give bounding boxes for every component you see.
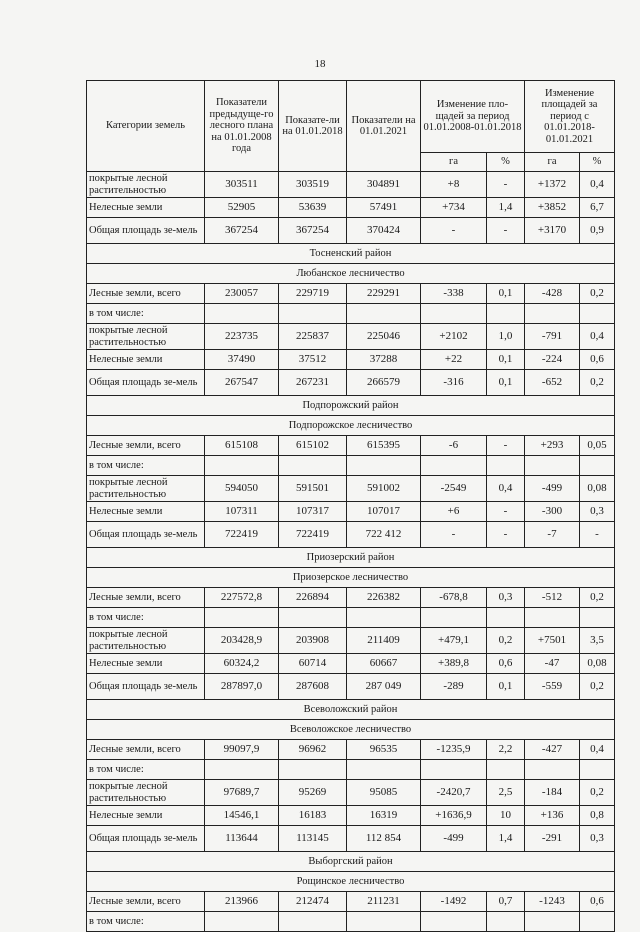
row-value: 0,2 — [580, 284, 615, 304]
row-value — [279, 304, 347, 324]
row-value — [205, 608, 279, 628]
row-category: в том числе: — [87, 760, 205, 780]
row-value: -291 — [525, 826, 580, 852]
row-value: +479,1 — [421, 628, 487, 654]
row-value: 229291 — [347, 284, 421, 304]
row-value: +7501 — [525, 628, 580, 654]
row-value: 225837 — [279, 324, 347, 350]
row-value: 304891 — [347, 172, 421, 198]
row-value: 230057 — [205, 284, 279, 304]
row-category: Общая площадь зе-мель — [87, 218, 205, 244]
table-row — [87, 588, 615, 608]
section-row — [87, 872, 615, 892]
row-category: покрытые лесной растительностью — [87, 324, 205, 350]
row-value: 227572,8 — [205, 588, 279, 608]
table-row — [87, 456, 615, 476]
row-value: 0,6 — [487, 654, 525, 674]
row-value: 113644 — [205, 826, 279, 852]
header-row — [87, 81, 615, 153]
row-value: 107311 — [205, 502, 279, 522]
row-value — [421, 456, 487, 476]
row-value: 16183 — [279, 806, 347, 826]
table-row — [87, 912, 615, 932]
row-category: Нелесные земли — [87, 806, 205, 826]
row-value: 60667 — [347, 654, 421, 674]
row-value — [421, 608, 487, 628]
row-value: +3852 — [525, 198, 580, 218]
table-row — [87, 780, 615, 806]
row-value — [421, 760, 487, 780]
header-unit-pct: % — [580, 153, 615, 172]
row-value — [525, 456, 580, 476]
row-value: -2549 — [421, 476, 487, 502]
section-title: Подпорожский район — [87, 396, 615, 416]
row-value — [279, 456, 347, 476]
row-value: - — [487, 502, 525, 522]
row-value: 594050 — [205, 476, 279, 502]
header-unit-ha: га — [421, 153, 487, 172]
row-value — [205, 456, 279, 476]
row-value: 267231 — [279, 370, 347, 396]
header-on-2021: Показатели на 01.01.2021 — [347, 81, 421, 172]
row-value: +389,8 — [421, 654, 487, 674]
row-value: 266579 — [347, 370, 421, 396]
row-value: 0,8 — [580, 806, 615, 826]
table-row — [87, 522, 615, 548]
row-category: покрытые лесной растительностью — [87, 476, 205, 502]
row-value: 226382 — [347, 588, 421, 608]
row-value — [487, 912, 525, 932]
row-value: 213966 — [205, 892, 279, 912]
row-value — [525, 912, 580, 932]
row-value: +2102 — [421, 324, 487, 350]
section-row — [87, 852, 615, 872]
table-body — [87, 172, 615, 932]
row-category: в том числе: — [87, 608, 205, 628]
header-change-2018-2021: Изменение площадей за период с 01.01.2018-01.01.2021 — [525, 81, 615, 153]
row-value: -184 — [525, 780, 580, 806]
row-value: 0,2 — [580, 370, 615, 396]
row-value — [580, 912, 615, 932]
row-value — [279, 760, 347, 780]
row-value: -6 — [421, 436, 487, 456]
section-row — [87, 720, 615, 740]
row-value: 0,3 — [580, 826, 615, 852]
table-row — [87, 654, 615, 674]
row-value: 60324,2 — [205, 654, 279, 674]
row-value — [205, 760, 279, 780]
header-change-2008-2018: Изменение пло-щадей за период 01.01.2008-01.01.2018 — [421, 81, 525, 153]
section-row — [87, 244, 615, 264]
row-value: 2,2 — [487, 740, 525, 760]
row-value: -7 — [525, 522, 580, 548]
row-value: -499 — [421, 826, 487, 852]
header-unit-ha: га — [525, 153, 580, 172]
section-row — [87, 264, 615, 284]
section-row — [87, 416, 615, 436]
row-value — [421, 912, 487, 932]
row-value: +8 — [421, 172, 487, 198]
section-title: Всеволожское лесничество — [87, 720, 615, 740]
row-value: 37490 — [205, 350, 279, 370]
row-value — [205, 304, 279, 324]
row-value: -2420,7 — [421, 780, 487, 806]
row-value: 203428,9 — [205, 628, 279, 654]
row-value: -652 — [525, 370, 580, 396]
row-value: 16319 — [347, 806, 421, 826]
row-value — [487, 304, 525, 324]
table-row — [87, 476, 615, 502]
row-value: 96962 — [279, 740, 347, 760]
table-row — [87, 740, 615, 760]
section-row — [87, 568, 615, 588]
row-value: 107317 — [279, 502, 347, 522]
table-row — [87, 628, 615, 654]
row-value: 53639 — [279, 198, 347, 218]
row-value — [487, 760, 525, 780]
row-value: 0,08 — [580, 476, 615, 502]
row-category: Лесные земли, всего — [87, 436, 205, 456]
row-value: 113145 — [279, 826, 347, 852]
row-value: +1372 — [525, 172, 580, 198]
row-value — [347, 456, 421, 476]
row-value: 615108 — [205, 436, 279, 456]
row-value: 226894 — [279, 588, 347, 608]
row-value: - — [421, 522, 487, 548]
row-category: Нелесные земли — [87, 502, 205, 522]
row-value: 0,4 — [487, 476, 525, 502]
row-value: 3,5 — [580, 628, 615, 654]
row-value: +3170 — [525, 218, 580, 244]
row-value: 303519 — [279, 172, 347, 198]
section-title: Любанское лесничество — [87, 264, 615, 284]
row-value — [525, 760, 580, 780]
row-value: 1,0 — [487, 324, 525, 350]
row-category: Нелесные земли — [87, 654, 205, 674]
row-category: покрытые лесной растительностью — [87, 628, 205, 654]
row-value: 0,1 — [487, 350, 525, 370]
row-value: - — [487, 172, 525, 198]
row-value — [487, 456, 525, 476]
row-category: Общая площадь зе-мель — [87, 522, 205, 548]
row-value: 0,1 — [487, 284, 525, 304]
row-value: 370424 — [347, 218, 421, 244]
header-on-2018: Показате-ли на 01.01.2018 — [279, 81, 347, 172]
table-row — [87, 608, 615, 628]
row-value: 303511 — [205, 172, 279, 198]
row-value: 0,08 — [580, 654, 615, 674]
row-category: Нелесные земли — [87, 198, 205, 218]
table-header — [87, 81, 615, 172]
row-value: 225046 — [347, 324, 421, 350]
section-title: Тосненский район — [87, 244, 615, 264]
row-category: покрытые лесной растительностью — [87, 780, 205, 806]
row-value: 57491 — [347, 198, 421, 218]
page-number: 18 — [314, 58, 326, 70]
row-value — [487, 608, 525, 628]
row-value: 37288 — [347, 350, 421, 370]
row-category: покрытые лесной растительностью — [87, 172, 205, 198]
row-value: 0,6 — [580, 892, 615, 912]
row-value: 722419 — [205, 522, 279, 548]
row-value: 0,1 — [487, 370, 525, 396]
row-value: 0,05 — [580, 436, 615, 456]
row-value — [580, 608, 615, 628]
row-value — [421, 304, 487, 324]
row-value — [525, 304, 580, 324]
row-value: 0,2 — [580, 780, 615, 806]
row-value: 0,3 — [580, 502, 615, 522]
row-value: -289 — [421, 674, 487, 700]
row-value: +734 — [421, 198, 487, 218]
table-row — [87, 304, 615, 324]
row-value: -678,8 — [421, 588, 487, 608]
table-row — [87, 892, 615, 912]
row-value — [347, 608, 421, 628]
row-value: 60714 — [279, 654, 347, 674]
row-value: 0,3 — [487, 588, 525, 608]
row-value: 211409 — [347, 628, 421, 654]
table-row — [87, 436, 615, 456]
row-value: 367254 — [279, 218, 347, 244]
row-value: 6,7 — [580, 198, 615, 218]
row-value: -559 — [525, 674, 580, 700]
row-value: 229719 — [279, 284, 347, 304]
row-value: 14546,1 — [205, 806, 279, 826]
row-value: 211231 — [347, 892, 421, 912]
row-value: 0,2 — [580, 588, 615, 608]
table-row — [87, 284, 615, 304]
row-value: -512 — [525, 588, 580, 608]
row-value: 95085 — [347, 780, 421, 806]
row-value: 203908 — [279, 628, 347, 654]
row-value: -427 — [525, 740, 580, 760]
row-value: +22 — [421, 350, 487, 370]
row-value — [580, 456, 615, 476]
row-value — [525, 608, 580, 628]
section-title: Приозерский район — [87, 548, 615, 568]
row-value: -1492 — [421, 892, 487, 912]
row-value: - — [487, 522, 525, 548]
row-value: 722 412 — [347, 522, 421, 548]
row-value: 96535 — [347, 740, 421, 760]
table-row — [87, 324, 615, 350]
row-value: 615395 — [347, 436, 421, 456]
row-value: 0,4 — [580, 740, 615, 760]
row-value: 2,5 — [487, 780, 525, 806]
row-value: 287 049 — [347, 674, 421, 700]
row-category: Общая площадь зе-мель — [87, 826, 205, 852]
row-value: -338 — [421, 284, 487, 304]
row-value: 0,9 — [580, 218, 615, 244]
header-unit-pct: % — [487, 153, 525, 172]
row-value: -316 — [421, 370, 487, 396]
section-title: Подпорожское лесничество — [87, 416, 615, 436]
row-value: 0,6 — [580, 350, 615, 370]
land-categories-table — [86, 80, 615, 932]
row-category: в том числе: — [87, 456, 205, 476]
row-category: Лесные земли, всего — [87, 588, 205, 608]
row-value — [347, 912, 421, 932]
row-value: 0,4 — [580, 172, 615, 198]
row-value: 0,2 — [580, 674, 615, 700]
table-row — [87, 760, 615, 780]
row-value: +1636,9 — [421, 806, 487, 826]
row-value: 591501 — [279, 476, 347, 502]
row-value: -47 — [525, 654, 580, 674]
row-value: 212474 — [279, 892, 347, 912]
row-value: 99097,9 — [205, 740, 279, 760]
section-title: Выборгский район — [87, 852, 615, 872]
header-prev-plan: Показатели предыдуще-го лесного плана на 01.01.2008 года — [205, 81, 279, 172]
row-value: 52905 — [205, 198, 279, 218]
row-value: -428 — [525, 284, 580, 304]
row-value: 1,4 — [487, 826, 525, 852]
section-title: Рощинское лесничество — [87, 872, 615, 892]
row-value: - — [580, 522, 615, 548]
row-value: -499 — [525, 476, 580, 502]
row-value: 107017 — [347, 502, 421, 522]
section-title: Приозерское лесничество — [87, 568, 615, 588]
row-category: Лесные земли, всего — [87, 740, 205, 760]
row-value: -791 — [525, 324, 580, 350]
row-value: 267547 — [205, 370, 279, 396]
section-row — [87, 700, 615, 720]
row-value — [347, 304, 421, 324]
row-value: 591002 — [347, 476, 421, 502]
row-value: 223735 — [205, 324, 279, 350]
row-category: Общая площадь зе-мель — [87, 674, 205, 700]
row-category: Лесные земли, всего — [87, 892, 205, 912]
row-value: 10 — [487, 806, 525, 826]
row-value: 97689,7 — [205, 780, 279, 806]
row-value: 0,7 — [487, 892, 525, 912]
table-row — [87, 172, 615, 198]
row-value: 367254 — [205, 218, 279, 244]
table-row — [87, 806, 615, 826]
row-value: +293 — [525, 436, 580, 456]
section-row — [87, 548, 615, 568]
table-row — [87, 370, 615, 396]
row-value: 0,2 — [487, 628, 525, 654]
row-value — [279, 912, 347, 932]
row-value: 287608 — [279, 674, 347, 700]
table-row — [87, 674, 615, 700]
row-value: 615102 — [279, 436, 347, 456]
section-row — [87, 396, 615, 416]
row-value — [279, 608, 347, 628]
row-value: +136 — [525, 806, 580, 826]
row-value: -300 — [525, 502, 580, 522]
row-value: -1243 — [525, 892, 580, 912]
row-value: -1235,9 — [421, 740, 487, 760]
row-value: 0,4 — [580, 324, 615, 350]
section-title: Всеволожский район — [87, 700, 615, 720]
row-value: 95269 — [279, 780, 347, 806]
row-value — [580, 760, 615, 780]
header-category: Категории земель — [87, 81, 205, 172]
row-value: 722419 — [279, 522, 347, 548]
row-value: 112 854 — [347, 826, 421, 852]
table-row — [87, 198, 615, 218]
row-value: - — [487, 436, 525, 456]
row-value: 287897,0 — [205, 674, 279, 700]
row-value — [580, 304, 615, 324]
row-value: 0,1 — [487, 674, 525, 700]
row-value: 37512 — [279, 350, 347, 370]
row-value: - — [487, 218, 525, 244]
row-value — [205, 912, 279, 932]
row-category: Нелесные земли — [87, 350, 205, 370]
row-category: Лесные земли, всего — [87, 284, 205, 304]
row-category: Общая площадь зе-мель — [87, 370, 205, 396]
row-value: -224 — [525, 350, 580, 370]
row-value — [347, 760, 421, 780]
table-row — [87, 826, 615, 852]
row-value: +6 — [421, 502, 487, 522]
row-value: - — [421, 218, 487, 244]
table-row — [87, 218, 615, 244]
row-category: в том числе: — [87, 912, 205, 932]
table-row — [87, 350, 615, 370]
row-value: 1,4 — [487, 198, 525, 218]
row-category: в том числе: — [87, 304, 205, 324]
table-row — [87, 502, 615, 522]
